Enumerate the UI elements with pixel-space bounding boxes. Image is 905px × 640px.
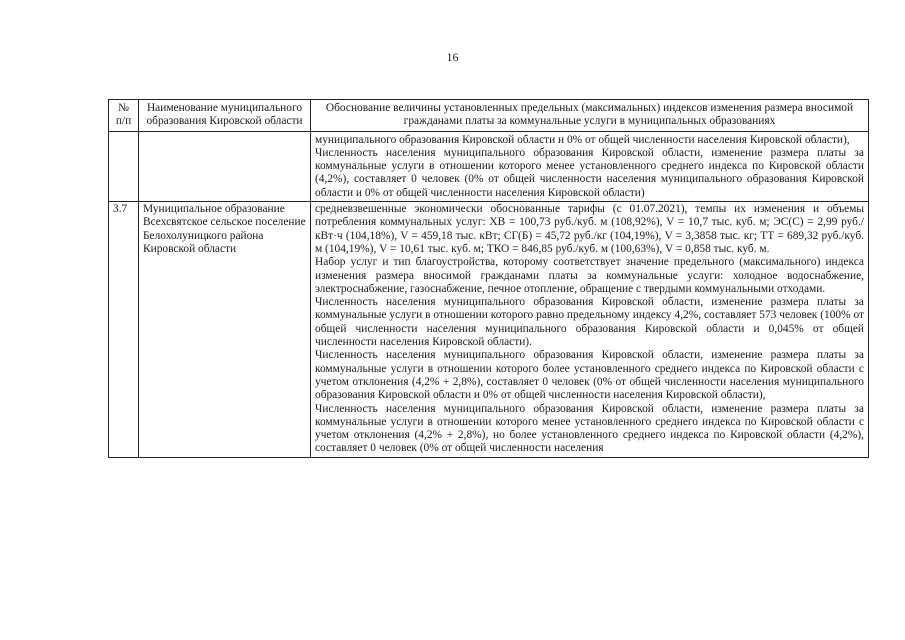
table-header-row [109, 100, 869, 132]
paragraph-population-between: Численность населения муниципального образования Кировской области, изменение размера платы за коммунальные услуги в отношении которого менее установленного среднего индекса по Кировской области с учетом отклонения (4,2% + 2,8%), но более установленного среднего индекса по Кировской области (4,2%), составляет 0 человек (0% от общей численности населения [315, 402, 864, 455]
table-row-3-7 [109, 202, 869, 458]
paragraph: муниципального образования Кировской области и 0% от общей численности населения Кировской области), [315, 133, 850, 146]
cell-municipality-name: Муниципальное образование Всехсвятское сельское поселение Белохолуницкого района Кировской области [139, 202, 311, 458]
paragraph-tariffs: средневзвешенные экономически обоснованные тарифы (с 01.07.2021), темпы их изменения и объемы потребления коммунальных услуг: ХВ = 100,73 руб./куб. м (108,92%), V = 10,7 тыс. куб. м; ЭС(С) = 2,99 руб./кВт·ч (104,18%), V = 459,18 тыс. кВт; СГ(Б) = 45,72 руб./кг (104,19%), V = 3,3858 тыс. кг; ТТ = 689,32 руб./куб. м (104,19%), V = 10,61 тыс. куб. м; ТКО = 846,85 руб./куб. м (100,63%), V = 0,858 тыс. куб. м. [315, 203, 864, 255]
cell-number-continuation [109, 131, 139, 201]
paragraph-population-above: Численность населения муниципального образования Кировской области, изменение размера платы за коммунальные услуги в отношении которого более установленного среднего индекса по Кировской области с учетом отклонения (4,2% + 2,8%), составляет 0 человек (0% от общей численности населения муниципального образования Кировской области и 0% от общей численности населения Кировской области), [315, 349, 864, 402]
cell-justification-continuation [311, 131, 869, 201]
header-justification: Обоснование величины установленных предельных (максимальных) индексов изменения размера вносимой гражданами платы за коммунальные услуги в муниципальных образованиях [311, 100, 869, 132]
cell-number: 3.7 [109, 202, 139, 458]
header-number: № п/п [109, 100, 139, 132]
paragraph-services: Набор услуг и тип благоустройства, которому соответствует значение предельного (максимального) индекса изменения размера вносимой гражданами платы за коммунальные услуги: холодное водоснабжение, электроснабжение, газоснабжение, печное отопление, обращение с твердыми коммунальными отходами. [315, 256, 864, 295]
cell-justification [311, 202, 869, 458]
paragraph: Численность населения муниципального образования Кировской области, изменение размера платы за коммунальные услуги в отношении которого менее установленного среднего индекса по Кировской области (4,2%), составляет 0 человек (0% от общей численности населения муниципального образования Кировской области и 0% от общей численности населения Кировской области) [315, 146, 864, 199]
page-number: 16 [446, 50, 459, 64]
cell-name-continuation [139, 131, 311, 201]
table-row-continuation [109, 131, 869, 201]
header-municipality-name: Наименование муниципального образования Кировской области [139, 100, 311, 132]
indices-table [108, 99, 869, 458]
paragraph-population-equal: Численность населения муниципального образования Кировской области, изменение размера платы за коммунальные услуги в отношении которого равно предельному индексу 4,2%, составляет 573 человек (100% от общей численности населения муниципального образования Кировской области и 0,045% от общей численности населения Кировской области). [315, 296, 864, 349]
